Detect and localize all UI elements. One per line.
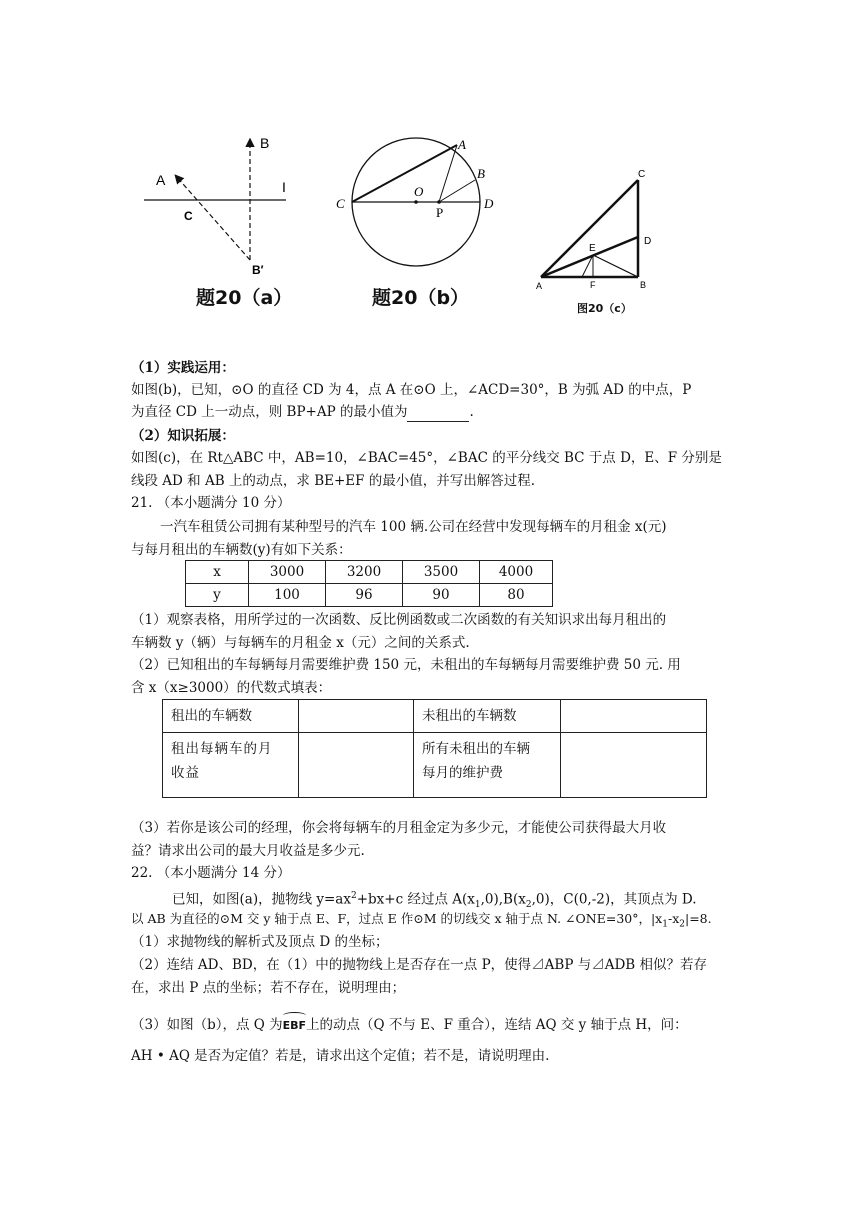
q22-header: 22. （本小题满分 14 分）	[131, 865, 291, 881]
q22-p1: （1）求抛物线的解析式及顶点 D 的坐标；	[131, 934, 389, 950]
table-row-y	[186, 584, 553, 607]
subscript: 1	[662, 919, 668, 930]
q22-intro1-b: +bx+c 经过点 A(x	[356, 891, 475, 908]
subscript: 1	[474, 900, 481, 911]
q22-intro2-c: |=8.	[684, 911, 712, 926]
fill-in-table	[162, 699, 707, 798]
q21-p2-line1: （2）已知租出的车每辆每月需要维护费 150 元，未租出的车每辆每月需要维护费 50 元. 用	[131, 657, 681, 673]
q22-p3-line2: AH • AQ 是否为定值？若是，请求出这个定值；若不是，请说明理由.	[131, 1048, 550, 1064]
label-O: O	[414, 184, 424, 199]
q20-part2-heading: （2）知识拓展：	[131, 428, 235, 444]
q20-part1-line2	[131, 402, 474, 422]
answer-cell[interactable]	[561, 700, 707, 733]
q21-p1-line1: （1）观察表格，用所学过的一次函数、反比例函数或二次函数的有关知识求出每月租出的	[131, 612, 667, 628]
label-A: A	[536, 281, 543, 291]
q20-part1-line1: 如图(b)，已知，⊙O 的直径 CD 为 4，点 A 在⊙O 上，∠ACD=30°，B 为弧 AD 的中点，P	[131, 382, 692, 398]
table-cell: 90	[403, 584, 480, 607]
table-row	[163, 733, 707, 798]
figure-20a	[140, 128, 310, 283]
table-cell: 未租出的车辆数	[414, 700, 561, 733]
q22-p3-line1	[131, 1015, 688, 1036]
table-cell: 96	[326, 584, 403, 607]
q21-p2-line2: 含 x（x≥3000）的代数式填表：	[131, 680, 332, 696]
subscript: 2	[525, 900, 532, 911]
q22-intro2	[131, 909, 712, 935]
label-F: F	[590, 280, 596, 290]
cell-line: 每月的维护费	[422, 765, 503, 781]
label-P: P	[436, 205, 444, 220]
q21-p3-line1: （3）若你是该公司的经理，你会将每辆车的月租金定为多少元，才能使公司获得最大月收	[131, 820, 667, 836]
table-row-x	[186, 561, 553, 584]
table-cell: 租出的车辆数	[163, 700, 299, 733]
q22-intro2-b: -x	[667, 911, 680, 926]
subscript: 2	[679, 919, 685, 930]
table-cell: 100	[249, 584, 326, 607]
q21-intro2: 与每月租出的车辆数(y)有如下关系：	[131, 542, 352, 558]
label-I: I	[282, 179, 286, 195]
q22-p2-line1: （2）连结 AD、BD，在（1）中的抛物线上是否存在一点 P，使得⊿ABP 与⊿ADB 相似？若存	[131, 957, 707, 973]
label-B: B	[640, 280, 647, 290]
q20-part2-line1: 如图(c)，在 Rt△ABC 中，AB=10，∠BAC=45°，∠BAC 的平分线交 BC 于点 D，E、F 分别是	[131, 450, 722, 466]
answer-cell[interactable]	[561, 733, 707, 798]
table-cell	[163, 733, 299, 798]
q20-part1-heading: （1）实践运用：	[131, 360, 235, 376]
figure-20c-caption: 图20（c）	[577, 302, 632, 315]
figure-20c-diagram	[530, 165, 660, 295]
label-C: C	[184, 209, 193, 223]
table-cell: 4000	[480, 561, 553, 584]
q22-intro1-a: 已知，如图(a)，抛物线 y=ax	[172, 891, 351, 908]
answer-cell[interactable]	[299, 700, 414, 733]
q21-intro1: 一汽车租赁公司拥有某种型号的汽车 100 辆.公司在经营中发现每辆车的月租金 x(元)	[160, 519, 667, 535]
table-cell: 80	[480, 584, 553, 607]
table-row	[163, 700, 707, 733]
figure-20b-caption: 题20（b）	[372, 287, 470, 309]
label-A: A	[458, 137, 466, 152]
q22-intro1-d: ,0)，C(0,-2)，其顶点为 D.	[531, 891, 697, 908]
figure-20a-caption: 题20（a）	[196, 287, 293, 309]
figure-20c	[530, 165, 660, 295]
label-E: E	[589, 243, 596, 254]
q20-part1-line2-text: 为直径 CD 上一动点，则 BP+AP 的最小值为	[131, 404, 408, 420]
q21-header: 21. （本小题满分 10 分）	[131, 495, 291, 511]
cell-line: 所有未租出的车辆	[422, 741, 530, 757]
q22-p2-line2: 在，求出 P 点的坐标；若不存在，说明理由；	[131, 980, 406, 996]
label-A: A	[156, 172, 166, 188]
cell-line: 收益	[171, 765, 200, 781]
q22-p3-line1-b: 上的动点（Q 不与 E、F 重合），连结 AQ 交 y 轴于点 H，问：	[306, 1017, 688, 1033]
q20-part2-line2: 线段 AD 和 AB 上的动点，求 BE+EF 的最小值，并写出解答过程.	[131, 473, 536, 489]
q21-p3-line2: 益？请求出公司的最大月收益是多少元.	[131, 843, 365, 859]
label-B-prime: B′	[252, 263, 264, 277]
q22-p3-line1-a: （3）如图（b），点 Q 为	[131, 1017, 283, 1033]
q22-intro2-a: 以 AB 为直径的⊙M 交 y 轴于点 E、F，过点 E 作⊙M 的切线交 x 轴于点 N. ∠ONE=30°，|x	[131, 911, 663, 926]
superscript: 2	[350, 891, 357, 901]
q20-part1-line2-end: .	[469, 404, 474, 420]
arc-ebf: EBF	[283, 1016, 306, 1036]
table-cell: y	[186, 584, 249, 607]
rental-table	[185, 560, 553, 607]
label-D: D	[484, 196, 494, 211]
label-B: B	[260, 135, 270, 151]
table-cell: x	[186, 561, 249, 584]
label-B: B	[477, 166, 485, 181]
table-cell: 3000	[249, 561, 326, 584]
answer-cell[interactable]	[299, 733, 414, 798]
cell-line: 租出每辆车的月	[171, 741, 273, 757]
figure-20b-diagram	[332, 135, 510, 270]
table-cell: 3500	[403, 561, 480, 584]
q21-p1-line2: 车辆数 y（辆）与每辆车的月租金 x（元）之间的关系式.	[131, 635, 470, 651]
table-cell: 3200	[326, 561, 403, 584]
label-D: D	[644, 236, 652, 247]
answer-blank	[407, 407, 469, 422]
table-cell	[414, 733, 561, 798]
label-C: C	[336, 196, 345, 211]
q22-intro1-c: ,0),B(x	[480, 891, 526, 908]
figure-20a-diagram	[140, 128, 310, 283]
label-C: C	[638, 169, 646, 180]
figure-20b	[332, 135, 510, 270]
